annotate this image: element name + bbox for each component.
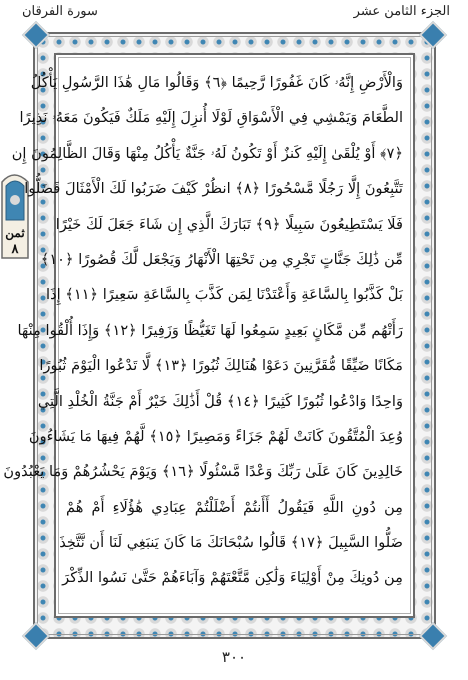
text-line: مِّن ذَٰلِكَ جَنَّاتٍ تَجْرِي مِن تَحْتِهَا الْأَنْهَارُ وَيَجْعَل لَّكَ قُصُورًا ﴿١٠﴾ [40, 250, 403, 268]
corner-ornament-icon [419, 622, 447, 650]
corner-ornament-icon [22, 21, 50, 49]
text-line: مَكَانًا ضَيِّقًا مُّقَرَّنِينَ دَعَوْا هُنَالِكَ ثُبُورًا ﴿١٣﴾ لَّا تَدْعُوا الْيَوْمَ ثُبُورًا [39, 357, 403, 375]
text-line: بَلْ كَذَّبُوا بِالسَّاعَةِ وَأَعْتَدْنَا لِمَن كَذَّبَ بِالسَّاعَةِ سَعِيرًا ﴿١١﴾ إِذَا [46, 286, 403, 304]
text-line: وَاحِدًا وَادْعُوا ثُبُورًا كَثِيرًا ﴿١٤﴾ قُلْ أَذَٰلِكَ خَيْرٌ أَمْ جَنَّةُ الْخُلْدِ الَّتِي [37, 392, 403, 410]
juz-title: الجزء الثامن عشر [353, 4, 450, 19]
text-line: ضَلُّوا السَّبِيلَ ﴿١٧﴾ قَالُوا سُبْحَانَكَ مَا كَانَ يَنبَغِي لَنَا أَن نَّتَّخِذَ [59, 534, 403, 552]
text-line: الطَّعَامَ وَيَمْشِي فِي الْأَسْوَاقِ لَوْلَا أُنزِلَ إِلَيْهِ مَلَكٌ فَيَكُونَ مَعَهُۥ نَذِيرًا [19, 109, 403, 127]
page-number: ٣٠٠ [221, 648, 247, 666]
tab-number: ٨ [11, 242, 19, 257]
text-line: خَالِدِينَ كَانَ عَلَىٰ رَبِّكَ وَعْدًا مَّسْئُولًا ﴿١٦﴾ وَيَوْمَ يَحْشُرُهُمْ وَمَا يَعْبُدُونَ [3, 463, 403, 481]
surah-title: سورة الفرقان [22, 4, 98, 19]
corner-ornament-icon [22, 622, 50, 650]
text-line: تَتَّبِعُونَ إِلَّا رَجُلًا مَّسْحُورًا ﴿٨﴾ انظُرْ كَيْفَ ضَرَبُوا لَكَ الْأَمْثَالَ فَضَلُّوا [24, 180, 403, 198]
text-line: مِن دُونِ اللَّهِ فَيَقُولُ أَأَنتُمْ أَضْلَلْتُمْ عِبَادِي هَٰؤُلَاءِ أَمْ هُمْ [66, 498, 403, 516]
tab-label: ثمن [5, 226, 25, 240]
text-line: وُعِدَ الْمُتَّقُونَ كَانَتْ لَهُمْ جَزَاءً وَمَصِيرًا ﴿١٥﴾ لَّهُمْ فِيهَا مَا يَشَاءُونَ [28, 427, 403, 445]
text-line: مِن دُونِكَ مِنْ أَوْلِيَاءَ وَلَٰكِن مَّتَّعْتَهُمْ وَآبَاءَهُمْ حَتَّىٰ نَسُوا الذِّكْرَ [62, 569, 403, 587]
text-line: فَلَا يَسْتَطِيعُونَ سَبِيلًا ﴿٩﴾ تَبَارَكَ الَّذِي إِن شَاءَ جَعَلَ لَكَ خَيْرًا [55, 215, 403, 233]
text-line: رَأَتْهُم مِّن مَّكَانٍ بَعِيدٍ سَمِعُوا لَهَا تَغَيُّظًا وَزَفِيرًا ﴿١٢﴾ وَإِذَا أُلْقُوا مِنْهَا [17, 321, 403, 339]
text-line: وَالْأَرْضِ إِنَّهُۥ كَانَ غَفُورًا رَّحِيمًا ﴿٦﴾ وَقَالُوا مَالِ هَٰذَا الرَّسُولِ يَأْكُلُ [30, 74, 403, 91]
corner-ornament-icon [419, 21, 447, 49]
text-line: ﴿٧﴾ أَوْ يُلْقَىٰ إِلَيْهِ كَنزٌ أَوْ تَكُونُ لَهُۥ جَنَّةٌ يَأْكُلُ مِنْهَا وَقَالَ الظَّالِمُونَ إِن [11, 144, 403, 162]
